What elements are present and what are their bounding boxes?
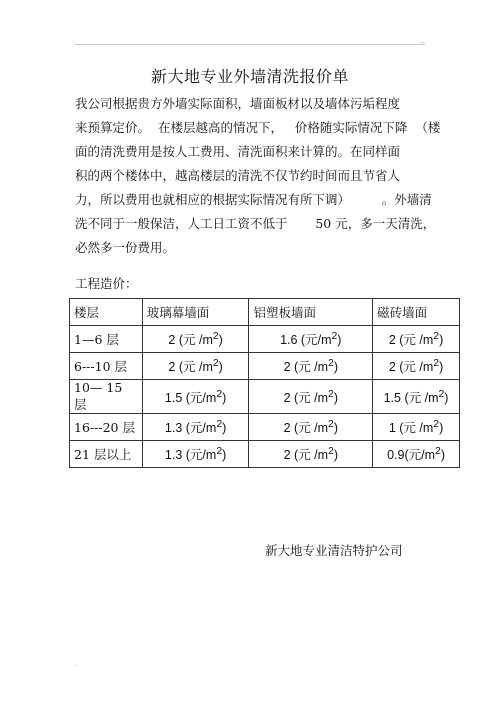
price-cell [142, 353, 249, 380]
price-value: 2 (元 /m [388, 333, 434, 347]
unit-exponent: 2 [216, 388, 223, 400]
table-row [70, 380, 460, 414]
price-close-paren: ) [444, 390, 449, 405]
header-floor: 楼层 [70, 299, 143, 326]
price-value: 2 (元 /m [168, 360, 213, 374]
paragraph-line: 洗不同于一般保洁，人工日工资不低于 50 元，多一天清洗， [75, 216, 436, 231]
price-value: 2 (元 /m [283, 390, 329, 405]
price-cell [249, 414, 373, 441]
table-row [70, 441, 460, 468]
price-value: 1.3 (元/m [164, 421, 217, 435]
paragraph-line: 来预算定价。 在楼层越高的情况下， 价格随实际情况下降 （楼 [75, 120, 441, 135]
unit-exponent: 2 [212, 330, 219, 342]
price-cell [249, 326, 373, 353]
price-close-paren: ) [218, 360, 223, 374]
header-tile: 磁砖墙面 [373, 299, 460, 326]
price-cell [142, 414, 249, 441]
price-value: 2 (元 /m [283, 421, 329, 435]
price-cell [142, 441, 249, 468]
paragraph-line: 我公司根据贵方外墙实际面积，墙面板材以及墙体污垢程度 [75, 96, 401, 111]
price-value: 1.6 (元/m [280, 333, 332, 347]
price-close-paren: ) [222, 390, 227, 405]
unit-exponent: 2 [438, 388, 445, 400]
price-close-paren: ) [333, 360, 338, 374]
price-close-paren: ) [218, 333, 223, 347]
price-close-paren: ) [333, 390, 338, 405]
price-close-paren: ) [440, 448, 445, 462]
floor-cell: 21 层以上 [70, 441, 143, 468]
paragraph-line: 必然多一份费用。 [75, 240, 176, 255]
intro-paragraph [75, 92, 441, 260]
header-rule [75, 44, 425, 45]
unit-exponent: 2 [433, 357, 440, 369]
unit-exponent: 2 [212, 357, 219, 369]
price-close-paren: ) [222, 448, 227, 462]
price-cell [142, 380, 249, 414]
floor-cell: 6---10 层 [70, 353, 143, 380]
price-cell [249, 380, 373, 414]
unit-exponent: 2 [433, 330, 440, 342]
price-value: 2 (元 /m [168, 333, 213, 347]
unit-exponent: 2 [328, 418, 334, 430]
header-mark: .. [420, 36, 426, 45]
paragraph-line: 面的清洗费用是按人工费用、清洗面积来计算的。在同样面 [75, 144, 401, 159]
price-cell [373, 414, 460, 441]
header-aluminum: 铝塑板墙面 [249, 299, 373, 326]
price-label: 工程造价： [75, 276, 138, 291]
price-close-paren: ) [333, 448, 338, 462]
price-close-paren: ) [222, 421, 227, 435]
price-value: 1 (元 /m [388, 421, 434, 435]
company-signature: 新大地专业清洁特护公司 [265, 543, 403, 558]
table-row [70, 353, 460, 380]
paragraph-line: 力，所以费用也就相应的根据实际情况有所下调） 。外墙清 [75, 192, 432, 207]
price-close-paren: ) [439, 421, 444, 435]
price-value: 2 (元 /m [283, 448, 329, 462]
price-value: 1.5 (元/m [164, 390, 217, 405]
footer-mark: . [75, 660, 78, 668]
unit-exponent: 2 [216, 418, 223, 430]
price-close-paren: ) [439, 333, 444, 347]
price-table-body [70, 326, 460, 468]
unit-exponent: 2 [328, 357, 334, 369]
table-row [70, 326, 460, 353]
unit-exponent: 2 [216, 445, 223, 457]
price-value: 1.3 (元/m [164, 448, 217, 462]
price-value: 0.9(元/m [387, 448, 436, 462]
unit-exponent: 2 [328, 388, 334, 400]
price-cell [249, 441, 373, 468]
paragraph-line: 积的两个楼体中，越高楼层的清洗不仅节约时间而且节省人 [75, 168, 401, 183]
price-cell [373, 380, 460, 414]
table-header-row [70, 299, 460, 326]
price-close-paren: ) [337, 333, 342, 347]
unit-exponent: 2 [331, 330, 338, 342]
price-cell [373, 441, 460, 468]
unit-exponent: 2 [328, 445, 334, 457]
price-cell [142, 326, 249, 353]
price-value: 2 (元 /m [283, 360, 329, 374]
price-cell [249, 353, 373, 380]
unit-exponent: 2 [433, 418, 440, 430]
table-row [70, 414, 460, 441]
price-close-paren: ) [333, 421, 338, 435]
price-value: 1.5 (元 /m [383, 390, 439, 405]
price-close-paren: ) [439, 360, 444, 374]
price-cell [373, 353, 460, 380]
floor-cell: 10— 15 层 [70, 380, 143, 414]
price-table [69, 298, 460, 468]
floor-cell: 16---20 层 [70, 414, 143, 441]
document-title: 新大地专业外墙清洗报价单 [150, 67, 349, 86]
price-value: 2 (元 /m [388, 360, 434, 374]
price-cell [373, 326, 460, 353]
header-glass: 玻璃幕墙面 [142, 299, 249, 326]
floor-cell: 1—6 层 [70, 326, 143, 353]
unit-exponent: 2 [435, 445, 441, 457]
